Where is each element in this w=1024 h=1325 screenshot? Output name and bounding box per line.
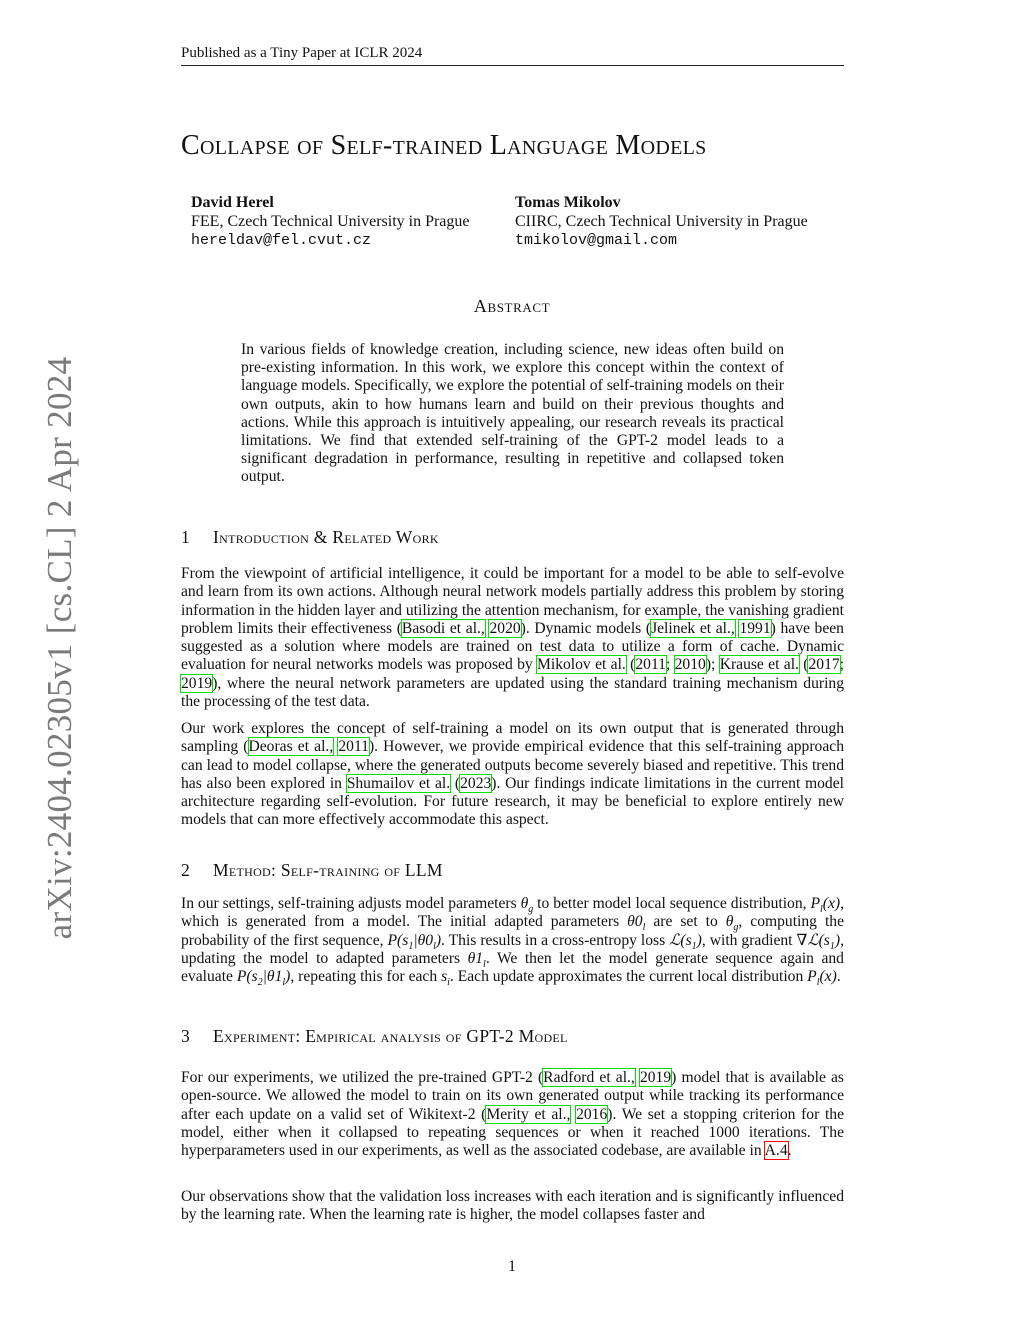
section-heading-experiment	[181, 1025, 844, 1047]
math-pl-x: $P_l(x)$	[807, 968, 837, 989]
math-loss-s1: $ℒ(s_1)$	[669, 931, 702, 952]
author-affiliation: CIIRC, Czech Technical University in Prague	[515, 213, 808, 230]
math-prob-s1: $P(s_1|\theta 0_l)$	[387, 931, 442, 952]
citation-link[interactable]: 2023	[460, 774, 492, 792]
math-theta1-l: $\theta 1_l$	[467, 949, 486, 970]
paper-title: Collapse of Self-trained Language Models	[181, 130, 707, 161]
citation-link[interactable]: 2011	[635, 656, 666, 674]
author-block-2	[515, 193, 808, 250]
page-number: 1	[508, 1258, 516, 1275]
citation-link[interactable]: Merity et al.,	[486, 1105, 571, 1123]
math-theta0-l: $\theta 0_l$	[627, 913, 646, 934]
section-heading-method	[181, 859, 844, 881]
author-block-1	[191, 193, 470, 250]
math-grad-loss-s1: $\nabla ℒ(s_1)$	[796, 931, 841, 952]
running-header: Published as a Tiny Paper at ICLR 2024	[181, 44, 844, 66]
section-title: Experiment: Empirical analysis of GPT-2 Model	[213, 1026, 568, 1046]
citation-link[interactable]: Jelinek et al.,	[651, 619, 735, 637]
citation-link[interactable]: 2011	[338, 738, 369, 756]
math-pl-x: $P_l(x)$	[810, 895, 841, 916]
citation-link[interactable]: 2017	[808, 656, 840, 674]
section-title: Introduction & Related Work	[213, 527, 439, 547]
section-heading-introduction	[181, 526, 844, 548]
paragraph-intro-2: Our work explores the concept of self-training a model on its own output that is generated through sampling (Deoras et al., 2011). However, we provide empirical evidence that this self-training approach can lead to model collapse, where the generated outputs become severely biased and repetitive. This trend has also been explored in Shumailov et al. (2023). Our findings indicate limitations in the current model architecture regarding self-evolution. For future research, it may be beneficial to explore entirely new models that can more effectively accommodate this aspect.	[181, 720, 844, 829]
author-name: David Herel	[191, 194, 274, 211]
citation-link[interactable]: Deoras et al.,	[248, 738, 334, 756]
citation-link[interactable]: 2019	[181, 674, 213, 692]
citation-link[interactable]: 2020	[489, 619, 521, 637]
citation-link[interactable]: 2019	[639, 1069, 672, 1086]
math-prob-s2: $P(s_2|\theta 1_l)$	[236, 968, 291, 989]
arxiv-identifier-stamp: arXiv:2404.02305v1 [cs.CL] 2 Apr 2024	[40, 356, 79, 940]
math-s-i: $s_i$	[441, 968, 450, 989]
citation-link[interactable]: Mikolov et al.	[537, 656, 626, 674]
appendix-reference-link[interactable]: A.4	[764, 1142, 788, 1160]
citation-link[interactable]: Krause et al.	[719, 656, 799, 674]
paragraph-method: In our settings, self-training adjusts model parameters $\theta_g$ to better model local sequence distribution, $P_l(x)$, which is generated from a model. The initial adapted parameters $\theta 0_l$ are set to $\theta_g$, computing the probability of the first sequence, $P(s_1|\theta 0_l)$. This results in a cross-entropy loss $ℒ(s_1)$, with gradient $\nabla ℒ(s_1)$, updating the model to adapted parameters $\theta 1_l$. We then let the model generate sequence again and evaluate $P(s_2|\theta 1_l)$, repeating this for each $s_i$. Each update approximates the current local distribution $P_l(x)$.	[181, 895, 844, 989]
math-theta-g: $\theta_g$	[725, 913, 739, 934]
paragraph-experiment-1: For our experiments, we utilized the pre-trained GPT-2 (Radford et al., 2019) model that is available as open-source. We allowed the model to train on its own generated output while tracking its performance after each update on a valid set of Wikitext-2 (Merity et al., 2016). We set a stopping criterion for the model, either when it collapsed to repeating sequences or when it reached 1000 iterations. The hyperparameters used in our experiments, as well as the associated codebase, are available in A.4.	[181, 1069, 844, 1160]
citation-link[interactable]: 2016	[576, 1105, 608, 1123]
citation-link[interactable]: Radford et al.,	[543, 1069, 635, 1086]
section-number: 2	[181, 860, 191, 880]
author-name: Tomas Mikolov	[515, 194, 621, 211]
section-title: Method: Self-training of LLM	[213, 860, 443, 880]
citation-link[interactable]: Shumailov et al.	[346, 774, 451, 792]
citation-link[interactable]: 1991	[739, 619, 771, 637]
section-number: 3	[181, 1026, 191, 1046]
math-theta-g: $\theta_g$	[520, 895, 534, 916]
abstract-heading: Abstract	[473, 296, 551, 316]
paragraph-experiment-2: Our observations show that the validation loss increases with each iteration and is significantly influenced by the learning rate. When the learning rate is higher, the model collapses faster and	[181, 1188, 844, 1224]
citation-link[interactable]: Basodi et al.,	[401, 619, 485, 637]
author-email[interactable]: hereldav@fel.cvut.cz	[191, 232, 372, 249]
paragraph-intro-1: From the viewpoint of artificial intelligence, it could be important for a model to be able to self-evolve and learn from its own actions. Although neural network models partially address this problem by storing information in the hidden layer and utilizing the attention mechanism, for example, the vanishing gradient problem limits their effectiveness (Basodi et al., 2020). Dynamic models (Jelinek et al., 1991) have been suggested as a solution where models are trained on test data to utilize a form of cache. Dynamic evaluation for neural networks models was proposed by Mikolov et al. (2011; 2010); Krause et al. (2017; 2019), where the neural network parameters are updated using the standard training mechanism during the processing of the test data.	[181, 565, 844, 711]
citation-link[interactable]: 2010	[674, 656, 706, 674]
section-number: 1	[181, 527, 191, 547]
abstract-body: In various fields of knowledge creation, including science, new ideas often build on pre-existing information. In this work, we explore this concept within the context of language models. Specifically, we explore the potential of self-training models on their own outputs, akin to how humans learn and build on their previous thoughts and actions. While this approach is intuitively appealing, our research reveals its practical limitations. We find that extended self-training of the GPT-2 model leads to a significant degradation in performance, resulting in repetitive and collapsed token output.	[241, 341, 784, 486]
author-email[interactable]: tmikolov@gmail.com	[515, 232, 678, 249]
author-affiliation: FEE, Czech Technical University in Prague	[191, 213, 470, 230]
